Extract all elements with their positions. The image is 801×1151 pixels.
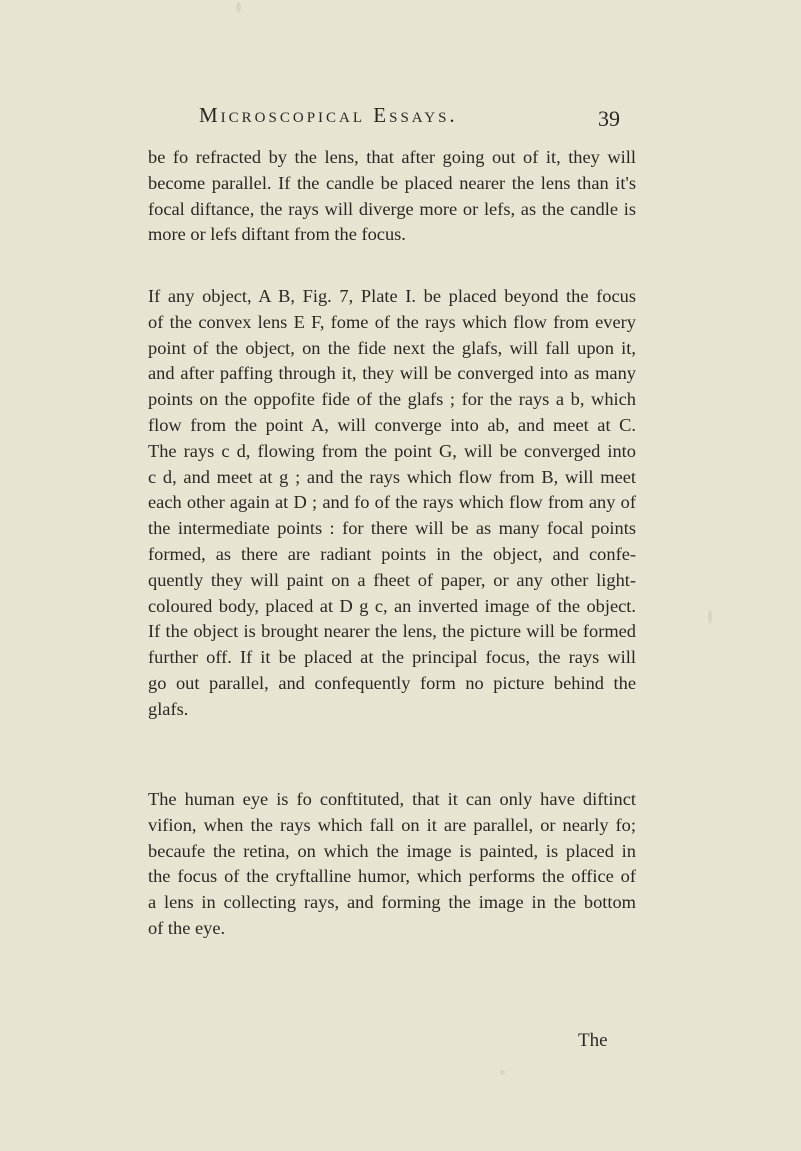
text-line: and after paffing through it, they will be converged into as many	[148, 363, 636, 384]
text-line: If the object is brought nearer the lens, the picture will be formed	[148, 621, 636, 642]
paragraph-1	[148, 145, 636, 248]
text-line: of the eye.	[148, 917, 226, 938]
text-line: quently they will paint on a fheet of paper, or any other light-	[148, 569, 636, 590]
text-line: formed, as there are radiant points in the object, and confe-	[148, 543, 636, 564]
text-line: more or lefs diftant from the focus.	[148, 224, 406, 245]
text-line: point of the object, on the fide next the glafs, will fall upon it,	[148, 337, 636, 358]
text-line: of the convex lens E F, fome of the rays which flow from every	[148, 311, 636, 332]
text-line: c d, and meet at g ; and the rays which flow from B, will meet	[148, 466, 636, 487]
text-line: vifion, when the rays which fall on it are parallel, or nearly fo;	[148, 814, 636, 835]
text-line: flow from the point A, will converge into ab, and meet at C.	[148, 414, 636, 435]
text-line: points on the oppofite fide of the glafs ; for the rays a b, which	[148, 389, 636, 410]
text-line: focal diftance, the rays will diverge more or lefs, as the candle is	[148, 198, 636, 219]
text-line: each other again at D ; and fo of the rays which flow from any of	[148, 492, 636, 513]
text-line: glafs.	[148, 698, 189, 719]
catchword: The	[578, 1030, 608, 1051]
text-line: the focus of the cryftalline humor, which performs the office of	[148, 866, 636, 887]
text-line: The rays c d, flowing from the point G, will be converged into	[148, 440, 636, 461]
paragraph-2	[148, 284, 636, 723]
text-line: coloured body, placed at D g c, an inverted image of the object.	[148, 595, 636, 616]
text-line: a lens in collecting rays, and forming the image in the bottom	[148, 892, 636, 913]
text-line: The human eye is fo conftituted, that it can only have diftinct	[148, 789, 636, 809]
paper-spot	[236, 2, 241, 12]
text-line: If any object, A B, Fig. 7, Plate I. be placed beyond the focus	[148, 286, 636, 306]
paper-spot	[708, 610, 712, 624]
running-head: Microscopical Essays.	[199, 103, 458, 127]
text-line: the intermediate points : for there will be as many focal points	[148, 518, 636, 539]
text-line: go out parallel, and confequently form no picture behind the	[148, 672, 636, 693]
paragraph-3	[148, 787, 636, 942]
text-line: further off. If it be placed at the principal focus, the rays will	[148, 647, 636, 668]
text-line: be fo refracted by the lens, that after going out of it, they will	[148, 147, 636, 167]
page-number: 39	[598, 106, 620, 131]
text-line: become parallel. If the candle be placed nearer the lens than it's	[148, 172, 636, 193]
text-line: becaufe the retina, on which the image is painted, is placed in	[148, 840, 636, 861]
paper-spot	[500, 1070, 505, 1075]
